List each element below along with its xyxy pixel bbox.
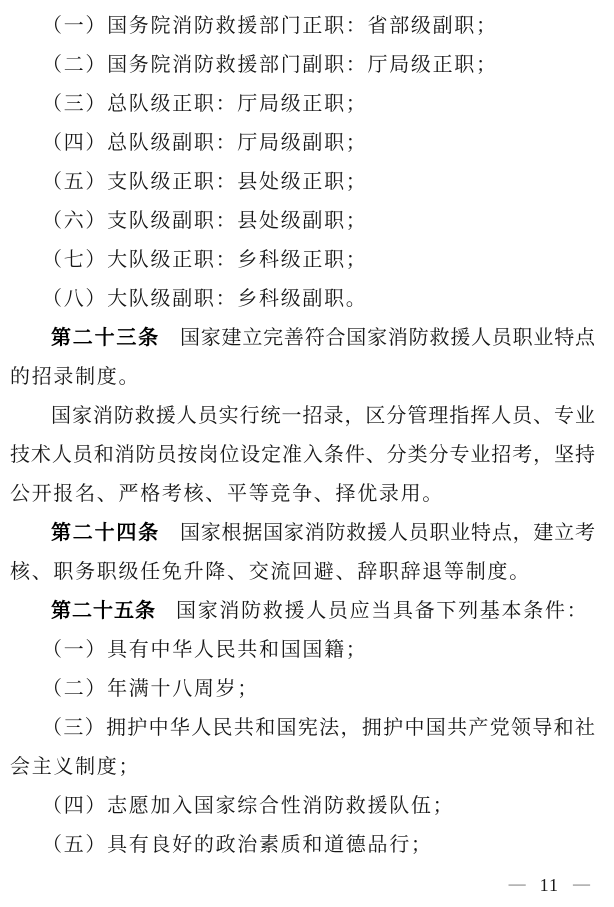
document-line: （五）支队级正职：县处级正职； [42,171,368,193]
document-line: 技术人员和消防员按岗位设定准入条件、分类分专业招考，坚持 [10,444,595,466]
document-line: （一）具有中华人民共和国国籍； [42,639,368,661]
document-line: （六）支队级副职：县处级副职； [42,210,368,232]
document-line: （三）拥护中华人民共和国宪法，拥护中国共产党领导和社 [42,717,595,739]
page-number: 11 [539,875,559,895]
document-line: （二）年满十八周岁； [42,678,259,700]
article-number: 第二十四条 [51,522,160,544]
document-line: 第二十三条 国家建立完善符合国家消防救援人员职业特点 [51,327,596,349]
document-line: 会主义制度； [10,756,141,778]
document-line: 核、职务职级任免升降、交流回避、辞职辞退等制度。 [10,561,531,583]
page-footer [509,866,590,905]
document-line: （三）总队级正职：厅局级正职； [42,93,368,115]
document-body [10,7,595,865]
document-line: （八）大队级副职：乡科级副职。 [42,288,368,310]
article-number: 第二十三条 [51,327,160,349]
document-line: 第二十五条 国家消防救援人员应当具备下列基本条件： [51,600,589,622]
document-line: 的招录制度。 [10,366,141,388]
document-line: （一）国务院消防救援部门正职：省部级副职； [42,15,498,37]
document-line: 第二十四条 国家根据国家消防救援人员职业特点，建立考 [51,522,596,544]
document-line: （七）大队级正职：乡科级正职； [42,249,368,271]
document-line: （四）志愿加入国家综合性消防救援队伍； [42,795,455,817]
document-line: 国家消防救援人员实行统一招录，区分管理指挥人员、专业 [51,405,595,427]
article-number: 第二十五条 [51,600,156,622]
document-line: 公开报名、严格考核、平等竞争、择优录用。 [10,483,444,505]
document-line: （四）总队级副职：厅局级副职； [42,132,368,154]
footer-right-dash: — [573,874,590,893]
document-line: （五）具有良好的政治素质和道德品行； [42,834,433,856]
footer-left-dash: — [508,874,526,893]
document-line: （二）国务院消防救援部门副职：厅局级正职； [42,54,498,76]
